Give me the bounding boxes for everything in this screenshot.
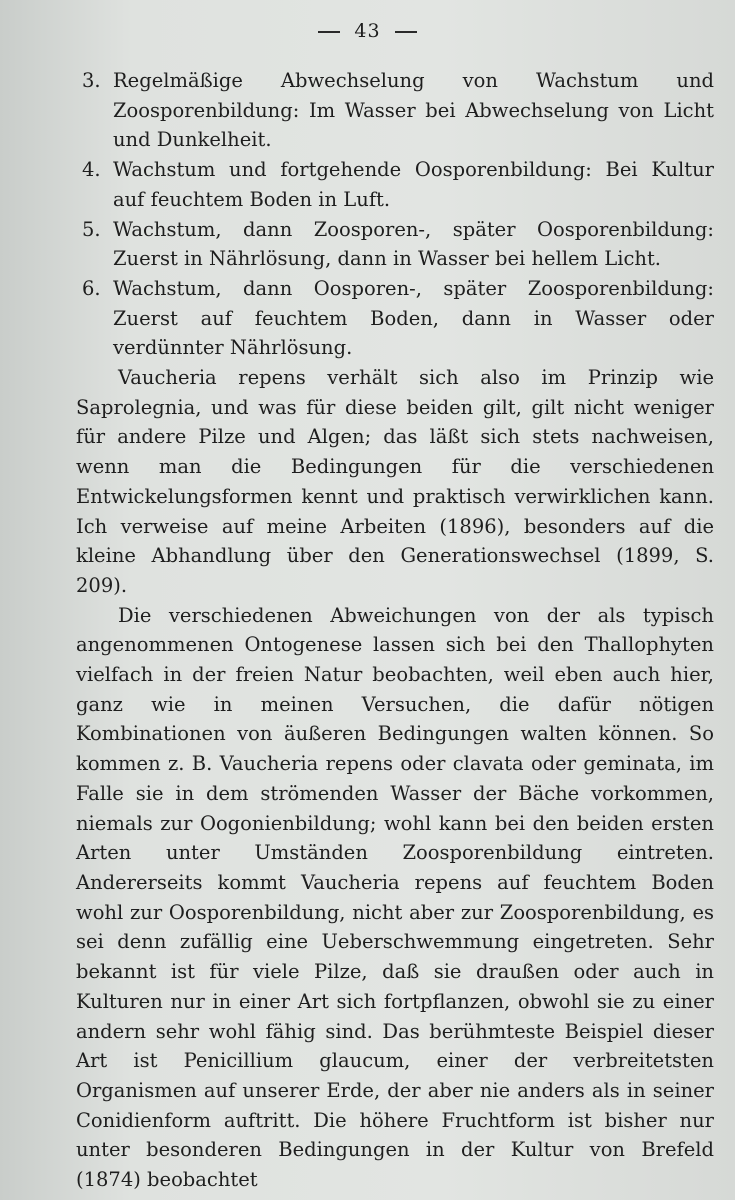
list-item-number: 3. bbox=[82, 69, 101, 92]
header-dash-right bbox=[395, 31, 417, 33]
page-body bbox=[72, 66, 714, 1195]
list-item-number: 4. bbox=[82, 158, 101, 182]
list-item-text: Regelmäßige Abwechselung von Wachstum und Zoosporenbildung: Im Wasser bei Abwechselung von Licht und Dunkelheit. bbox=[113, 69, 714, 152]
list-item-text: Wachstum und fortgehende Oosporenbildung: Bei Kultur auf feuchtem Boden in Luft. bbox=[113, 158, 714, 211]
header-dash-left bbox=[318, 31, 340, 33]
list-item bbox=[72, 274, 714, 363]
list-item bbox=[72, 215, 714, 274]
list-item bbox=[72, 155, 714, 214]
body-paragraph: Vaucheria repens verhält sich also im Prinzip wie Saprolegnia, und was für diese beiden gilt, gilt nicht weniger für andere Pilze und Algen; das läßt sich stets nachweisen, wenn man die Bedingungen für die verschiedenen Entwickelungsformen kennt und praktisch verwirklichen kann. Ich verweise auf meine Arbeiten (1896), besonders auf die kleine Abhandlung über den Generationswechsel (1899, S. 209). bbox=[76, 366, 714, 597]
list-item bbox=[72, 66, 714, 155]
list-item-text: Wachstum, dann Oosporen-, später Zoosporenbildung: Zuerst auf feuchtem Boden, dann in Wasser oder verdünnter Nährlösung. bbox=[113, 276, 714, 360]
list-item-text: Wachstum, dann Zoosporen-, später Oosporenbildung: Zuerst in Nährlösung, dann in Wasser bei hellem Licht. bbox=[113, 217, 714, 271]
body-paragraph: Die verschiedenen Abweichungen von der als typisch angenommenen Ontogenese lassen sich bei den Thallophyten vielfach in der freien Natur beobachten, weil eben auch hier, ganz wie in meinen Versuchen, die dafür nötigen Kombinationen von äußeren Bedingungen walten können. So kommen z. B. Vaucheria repens oder clavata oder geminata, im Falle sie in dem strömenden Wasser der Bäche vorkommen, niemals zur Oogonienbildung; wohl kann bei den beiden ersten Arten unter Umständen Zoosporenbildung eintreten. Andererseits kommt Vaucheria repens auf feuchtem Boden wohl zur Oosporenbildung, nicht aber zur Zoosporenbildung, es sei denn zufällig eine Ueberschwemmung eingetreten. Sehr bekannt ist für viele Pilze, daß sie draußen oder auch in Kulturen nur in einer Art sich fortpflanzen, obwohl sie zu einer andern sehr wohl fähig sind. Das berühmteste Beispiel dieser Art ist Penicillium glaucum, einer der verbreitetsten Organismen auf unserer Erde, der aber nie anders als in seiner Conidienform auftritt. Die höhere Fruchtform ist bisher nur unter besonderen Bedingungen in der Kultur von Brefeld (1874) beobachtet bbox=[76, 603, 714, 1192]
list-item-number: 6. bbox=[82, 276, 101, 300]
list-item-number: 5. bbox=[82, 217, 101, 241]
page-number: 43 bbox=[354, 20, 381, 42]
page-header bbox=[0, 20, 735, 42]
